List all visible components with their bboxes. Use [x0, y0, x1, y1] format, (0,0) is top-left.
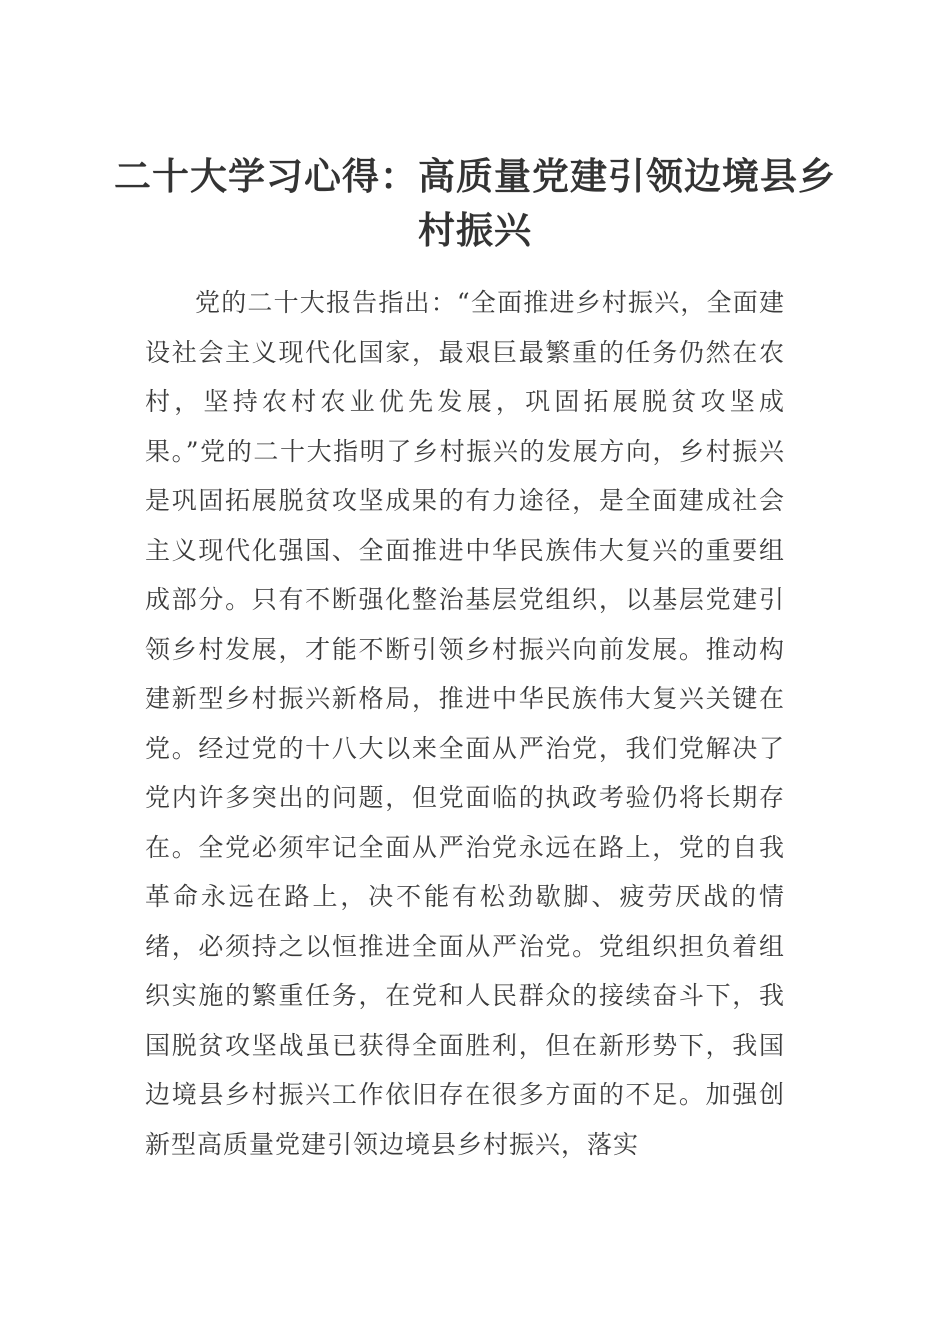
body-paragraph: 党的二十大报告指出：“全面推进乡村振兴，全面建设社会主义现代化国家，最艰巨最繁重的任务仍然在农村，坚持农村农业优先发展，巩固拓展脱贫攻坚成果。”党的二十大指明了乡村振兴的发展方向，乡村振兴是巩固拓展脱贫攻坚成果的有力途径，是全面建成社会主义现代化强国、全面推进中华民族伟大复兴的重要组成部分。只有不断强化整治基层党组织，以基层党建引领乡村发展，才能不断引领乡村振兴向前发展。推动构建新型乡村振兴新格局，推进中华民族伟大复兴关键在党。经过党的十八大以来全面从严治党，我们党解决了党内许多突出的问题，但党面临的执政考验仍将长期存在。全党必须牢记全面从严治党永远在路上，党的自我革命永远在路上，决不能有松劲歇脚、疲劳厌战的情绪，必须持之以恒推进全面从严治党。党组织担负着组织实施的繁重任务，在党和人民群众的接续奋斗下，我国脱贫攻坚战虽已获得全面胜利，但在新形势下，我国边境县乡村振兴工作依旧存在很多方面的不足。加强创新型高质量党建引领边境县乡村振兴，落实: [145, 288, 785, 1159]
document-title: 二十大学习心得：高质量党建引领边境县乡村振兴: [114, 155, 836, 252]
